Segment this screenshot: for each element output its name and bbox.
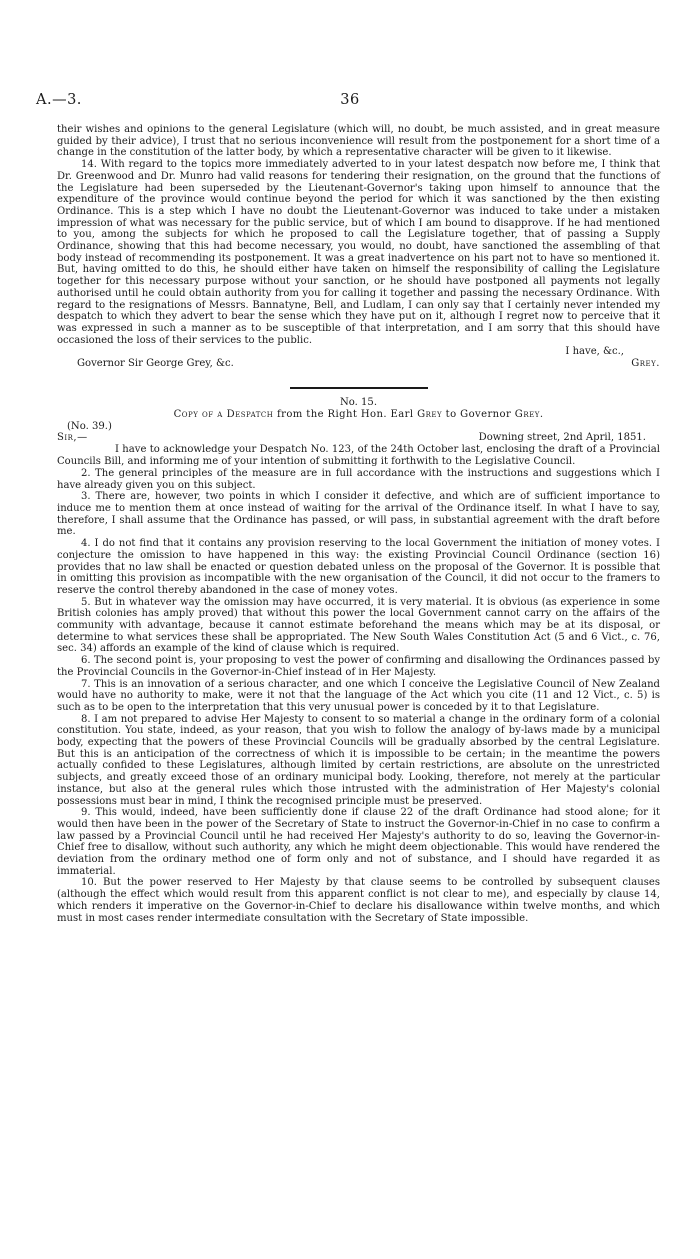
page-number: 36 (340, 92, 360, 108)
place-date: Downing street, 2nd April, 1851. (478, 432, 646, 444)
addressee-line (57, 358, 660, 370)
paragraph-2: 2. The general principles of the measure are in full accordance with the instructions and suggestions which I have already given you on this subject. (57, 467, 660, 491)
signature: Grey. (631, 358, 660, 370)
paragraph-continuation: their wishes and opinions to the general Legislature (which will, no doubt, be much assisted, and in great measure guided by their advice), I trust that no serious inconvenience will result from the postponement for a short time of a change in the constitution of the latter body, by which a representative character will be given to it likewise. (57, 124, 660, 159)
closing-formula: I have, &c., (565, 346, 624, 358)
title-despatch-word: Despatch (226, 409, 274, 421)
section-divider (290, 387, 428, 389)
paragraph-1: I have to acknowledge your Despatch No. 123, of the 24th October last, enclosing the draft of a Provincial Councils Bill, and informing me of your intention of submitting it forthwith to the Legislative Council. (57, 444, 660, 468)
despatch-reference: (No. 39.) (67, 420, 112, 432)
paragraph-3: 3. There are, however, two points in which I consider it defective, and which are of sufficient importance to induce me to mention them at once instead of waiting for the arrival of the Ordinance itself. In what I have to say, therefore, I shall assume that the Ordinance has passed, or will pass, in substantial agreement with the draft before me. (57, 491, 660, 538)
despatch-number: No. 15. (339, 397, 378, 409)
title-prefix: Copy of a (173, 409, 227, 421)
paragraph-4: 4. I do not find that it contains any provision reserving to the local Government the initiation of money votes. I conjecture the omission to have happened in this way: the existing Provincial Council Ordinance (section 16) provides that no law shall be enacted or question debated unless on the proposal of the Governor. It is possible that in omitting this provision as incompatible with the new organisation of the Council, it did not occur to the framers to reserve the control thereby abandoned in the case of money votes. (57, 538, 660, 596)
paragraph-14: 14. With regard to the topics more immediately adverted to in your latest despatch now before me, I think that Dr. Greenwood and Dr. Munro had valid reasons for tendering their resignation, on the ground that the functions of the Legislature had been superseded by the Lieutenant-Governor's taking upon himself to announce that the expenditure of the province would continue beyond the period for which it was sanctioned by the then existing Ordinance. This is a step which I have no doubt the Lieutenant-Governor was induced to take under a mistaken impression of what was necessary for the public service, but of which I am bound to disapprove. If he had mentioned to you, among the subjects for which he proposed to call the Legislature together, that of passing a Supply Ordinance, showing that this had become necessary, you would, no doubt, have sanctioned the assembling of that body instead of recommending its postponement. It was a great inadvertence on his part not to have so mentioned it. But, having omitted to do this, he should either have taken on himself the responsibility of calling the Legislature together for this necessary purpose without your sanction, or he should have postponed all payments not legally authorised until he could obtain authority from you for calling it together and passing the necessary Ordinance. With regard to the resignations of Messrs. Bannatyne, Bell, and Ludlam, I can only say that I certainly never intended my despatch to which they advert to bear the sense which they have put on it, although I regret now to perceive that it was expressed in such a manner as to be susceptible of that interpretation, and I am sorry that this should have occasioned the loss of their services to the public. (57, 159, 660, 346)
document-body (57, 124, 660, 924)
addressee: Governor Sir George Grey, &c. (77, 358, 234, 370)
title-grey-2: Grey (514, 409, 540, 421)
paragraph-5: 5. But in whatever way the omission may have occurred, it is very material. It is obvious (as experience in some British colonies has amply proved) that without this power the local Government cannot carry on the affairs of the community with advantage, because it cannot estimate beforehand the means which may be at its disposal, or determine to what services these shall be appropriated. The New South Wales Constitution Act (5 and 6 Vict., c. 76, sec. 34) affords an example of the kind of clause which is required. (57, 596, 660, 655)
series-label: A.—3. (36, 92, 82, 108)
page-header (36, 92, 664, 112)
title-end: . (539, 409, 544, 421)
salutation: Sir,— (57, 432, 88, 444)
salutation-line (57, 432, 660, 444)
despatch-15 (57, 397, 660, 924)
paragraph-8: 8. I am not prepared to advise Her Majesty to consent to so material a change in the ordinary form of a colonial constitution. You state, indeed, as your reason, that you wish to follow the analogy of by-laws made by a municipal body, expecting that the powers of these Provincial Councils will be gradually absorbed by the central Legislature. But this is an anticipation of the correctness of which it is impossible to be certain; in the meantime the powers actually confided to these Legislatures, although limited by certain restrictions, are absolute on the unrestricted subjects, and greatly exceed those of an ordinary municipal body. Looking, therefore, not merely at the particular instance, but also at the general rules which those intrusted with the administration of Her Majesty's colonial possessions must bear in mind, I think the recognised principle must be preserved. (57, 713, 660, 807)
paragraph-7: 7. This is an innovation of a serious character, and one which I conceive the Legislative Council of New Zealand would have no authority to make, were it not that the language of the Act which you cite (11 and 12 Vict., c. 5) is such as to be open to the interpretation that this very unusual power is conceded by it to that Legislature. (57, 678, 660, 713)
title-grey-1: Grey (417, 409, 443, 421)
paragraph-9: 9. This would, indeed, have been sufficiently done if clause 22 of the draft Ordinance had stood alone; for it would then have been in the power of the Secretary of State to instruct the Governor-in-Chief in no case to confirm a law passed by a Provincial Council until he had received Her Majesty's authority to do so, leaving the Governor-in-Chief free to disallow, without such authority, any which he might deem objectionable. This would have rendered the deviation from the ordinary method one of form only and not of substance, and I should have regarded it as immaterial. (57, 807, 660, 877)
paragraph-10: 10. But the power reserved to Her Majesty by that clause seems to be controlled by subsequent clauses (although the effect which would result from this apparent conflict is not clear to me), and especially by clause 14, which renders it imperative on the Governor-in-Chief to declare his disallowance within twelve months, and which must in most cases render intermediate consultation with the Secretary of State impossible. (57, 877, 660, 924)
title-middle: from the Right Hon. Earl (273, 409, 418, 421)
closing-line (57, 346, 660, 358)
despatch-14-continuation (57, 124, 660, 370)
paragraph-6: 6. The second point is, your proposing to vest the power of confirming and disallowing the Ordinances passed by the Provincial Councils in the Governor-in-Chief instead of in Her Majesty. (57, 655, 660, 678)
despatch-title (57, 409, 660, 421)
title-to: to Governor (442, 409, 515, 421)
